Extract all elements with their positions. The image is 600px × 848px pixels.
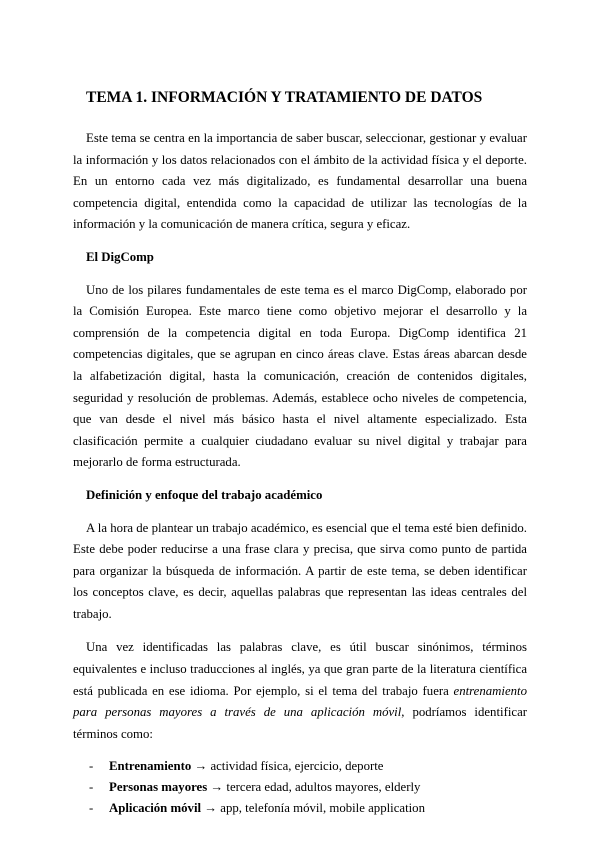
term-equivalents: tercera edad, adultos mayores, elderly <box>226 780 421 795</box>
digcomp-paragraph: Uno de los pilares fundamentales de este tema es el marco DigComp, elaborado por la Comisión Europea. Este marco tiene como objetivo mejorar el desarrollo y la comprensión de la competencia digital en toda Europa. DigComp identifica 21 competencias digitales, que se agrupan en cinco áreas clave. Estas áreas abarcan desde la alfabetización digital, hasta la comunicación, creación de contenidos digitales, seguridad y resolución de problemas. Además, establece ocho niveles de competencia, que van desde el nivel más básico hasta el nivel altamente especializado. Esta clasificación permite a cualquier ciudadano evaluar su nivel digital y trabajar para mejorarlo de forma estructurada. <box>73 282 527 470</box>
term-equivalents: app, telefonía móvil, mobile application <box>220 801 425 816</box>
list-bullet: - <box>89 801 94 816</box>
list-item <box>73 798 527 819</box>
section-heading-digcomp: El DigComp <box>86 249 154 264</box>
intro-paragraph: Este tema se centra en la importancia de saber buscar, seleccionar, gestionar y evaluar la información y los datos relacionados con el ámbito de la actividad física y el deporte. En un entorno cada vez más digitalizado, es fundamental desarrollar una buena competencia digital, entendida como la capacidad de utilizar las tecnologías de la información y la comunicación de manera crítica, segura y eficaz. <box>73 131 527 232</box>
arrow-icon: → <box>204 801 218 816</box>
academic-work-paragraph-1: A la hora de plantear un trabajo académico, es esencial que el tema esté bien definido. Este debe poder reducirse a una frase clara y precisa, que sirva como punto de partida para organizar la búsqueda de información. A partir de este tema, se deben identificar los conceptos clave, es decir, aquellas palabras que representan las ideas centrales del trabajo. <box>73 520 527 621</box>
key-term: Entrenamiento <box>109 759 192 774</box>
arrow-icon: → <box>194 759 208 774</box>
example-topic-emphasis: entrenamiento para personas mayores a través de una aplicación móvil <box>73 683 527 720</box>
term-equivalents: actividad física, ejercicio, deporte <box>210 759 384 774</box>
paragraph-2-text-before: Una vez identificadas las palabras clave, es útil buscar sinónimos, términos equivalentes e incluso traducciones al inglés, ya que gran parte de la literatura científica está publicada en ese idioma. Por ejemplo, si el tema del trabajo fuera <box>73 640 527 698</box>
academic-work-paragraph-2 <box>73 637 527 745</box>
list-item <box>73 756 527 777</box>
arrow-icon: → <box>210 780 224 795</box>
key-term: Personas mayores <box>109 780 208 795</box>
list-item <box>73 777 527 798</box>
key-terms-list <box>73 756 527 819</box>
key-term: Aplicación móvil <box>109 801 202 816</box>
list-bullet: - <box>89 759 94 774</box>
page-title: TEMA 1. INFORMACIÓN Y TRATAMIENTO DE DATOS <box>86 89 483 106</box>
list-bullet: - <box>89 780 94 795</box>
paragraph-2-text-after: , podríamos identificar términos como: <box>73 705 528 741</box>
section-heading-academic-work: Definición y enfoque del trabajo académico <box>86 487 323 502</box>
